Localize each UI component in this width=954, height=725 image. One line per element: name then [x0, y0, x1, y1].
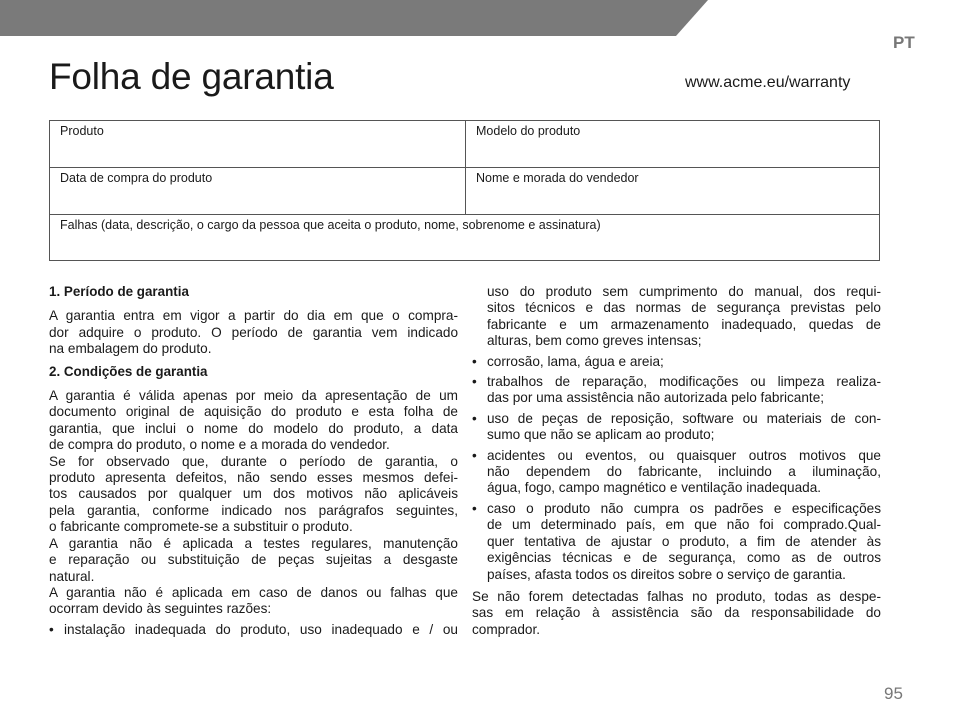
text-line: na embalagem do produto. — [49, 341, 212, 357]
product-field[interactable] — [50, 121, 466, 168]
text-line: Se não forem detectadas falhas no produto, todas as despe- — [472, 588, 881, 604]
seller-field[interactable] — [466, 168, 879, 215]
text-line: documento original de aquisição do produto e esta folha de — [49, 404, 458, 420]
text-line: países, afasta todos os direitos sobre o serviço de garantia. — [487, 566, 846, 582]
text-line: dor adquire o produto. O período de garantia vem indicado — [49, 324, 458, 340]
warranty-url: www.acme.eu/warranty — [685, 74, 851, 91]
text-line: ocorram devido às seguintes razões: — [49, 601, 272, 617]
text-line: exigências técnicas e de segurança, como as de outros — [487, 550, 881, 566]
bullet-icon: • — [49, 621, 54, 637]
text-line: A garantia é válida apenas por meio da apresentação de um — [49, 388, 458, 404]
page-title: Folha de garantia — [49, 56, 334, 97]
text-line: sas em relação à assistência são da responsabilidade do — [472, 605, 881, 621]
model-field[interactable] — [466, 121, 879, 168]
list-item — [472, 448, 881, 497]
bullet-icon: • — [472, 353, 477, 369]
paragraph-conditions — [49, 388, 458, 454]
bullet-icon: • — [472, 374, 477, 390]
section-heading-conditions: 2. Condições de garantia — [49, 363, 208, 379]
text-line: fabricante e um armazenamento inadequado, quedas de — [487, 316, 881, 332]
text-line: das por uma assistência não autorizada pelo fabricante; — [487, 390, 825, 406]
text-line: instalação inadequada do produto, uso inadequado e / ou — [64, 621, 458, 637]
text-line: de compra do produto, o nome e a morada do vendedor. — [49, 437, 390, 453]
text-line: uso de peças de reposição, software ou materiais de con- — [487, 410, 881, 426]
text-line: e reparação ou substituição de peças sujeitas a desgaste — [49, 552, 458, 568]
product-label: Produto — [60, 124, 104, 138]
text-line: A garantia não é aplicada a testes regulares, manutenção — [49, 535, 458, 551]
text-line: uso do produto sem cumprimento do manual, dos requi- — [487, 284, 881, 299]
text-line: quer tentativa de ajustar o produto, a fim de atender às — [487, 533, 881, 549]
warranty-form — [49, 120, 880, 261]
right-column — [472, 284, 881, 638]
paragraph-defects — [49, 454, 458, 536]
paragraph-exclusions-tests — [49, 536, 458, 585]
text-line: tos causados por qualquer um dos motivos não aplicáveis — [49, 486, 458, 502]
language-code: PT — [893, 33, 915, 52]
faults-label: Falhas (data, descrição, o cargo da pessoa que aceita o produto, nome, sobrenome e assinatura) — [60, 218, 601, 232]
paragraph-period — [49, 308, 458, 357]
text-line: acidentes ou eventos, ou quaisquer outros motivos que — [487, 447, 881, 463]
section-heading-period: 1. Período de garantia — [49, 284, 189, 299]
left-column — [49, 284, 458, 638]
list-item — [49, 622, 458, 638]
paragraph-closing — [472, 589, 881, 638]
text-line: pela garantia, conforme indicado nos parágrafos seguintes, — [49, 502, 458, 518]
text-line: não dependem do fabricante, incluindo a iluminação, — [487, 464, 881, 480]
purchase-date-label: Data de compra do produto — [60, 171, 213, 185]
list-item-continued — [472, 284, 881, 350]
bullet-icon: • — [472, 447, 477, 463]
text-line: garantia, que inclui o nome do modelo do produto, a data — [49, 420, 458, 436]
text-line: produto apresenta defeitos, não sendo esses mesmos defei- — [49, 470, 458, 486]
paragraph-exclusions-damage — [49, 585, 458, 618]
text-line: trabalhos de reparação, modificações ou limpeza realiza- — [487, 374, 881, 390]
text-line: o fabricante compromete-se a substituir o produto. — [49, 519, 353, 535]
header-bar — [0, 0, 954, 36]
text-line: alturas, bem como greves intensas; — [487, 333, 702, 349]
page-number: 95 — [884, 684, 903, 703]
text-line: A garantia entra em vigor a partir do dia em que o compra- — [49, 308, 458, 324]
text-line: caso o produto não cumpra os padrões e especificações — [487, 500, 881, 516]
bullet-icon: • — [472, 500, 477, 516]
faults-field[interactable] — [50, 215, 879, 260]
text-line: água, fogo, campo magnético e ventilação inadequada. — [487, 480, 822, 496]
model-label: Modelo do produto — [476, 124, 581, 138]
bullet-icon: • — [472, 410, 477, 426]
seller-label: Nome e morada do vendedor — [476, 171, 639, 185]
text-line: sitos técnicos e das normas de segurança previstas pelo — [487, 300, 881, 316]
list-item — [472, 374, 881, 407]
text-line: A garantia não é aplicada em caso de danos ou falhas que — [49, 584, 458, 600]
text-line: corrosão, lama, água e areia; — [487, 353, 664, 369]
purchase-date-field[interactable] — [50, 168, 466, 215]
text-line: natural. — [49, 568, 95, 584]
text-line: sumo que não se aplicam ao produto; — [487, 427, 715, 443]
text-line: de um determinado país, em que não foi comprado.Qual- — [487, 517, 881, 533]
text-line: comprador. — [472, 621, 541, 637]
list-item — [472, 354, 881, 370]
text-line: Se for observado que, durante o período de garantia, o — [49, 453, 458, 469]
list-item — [472, 501, 881, 583]
list-item — [472, 411, 881, 444]
